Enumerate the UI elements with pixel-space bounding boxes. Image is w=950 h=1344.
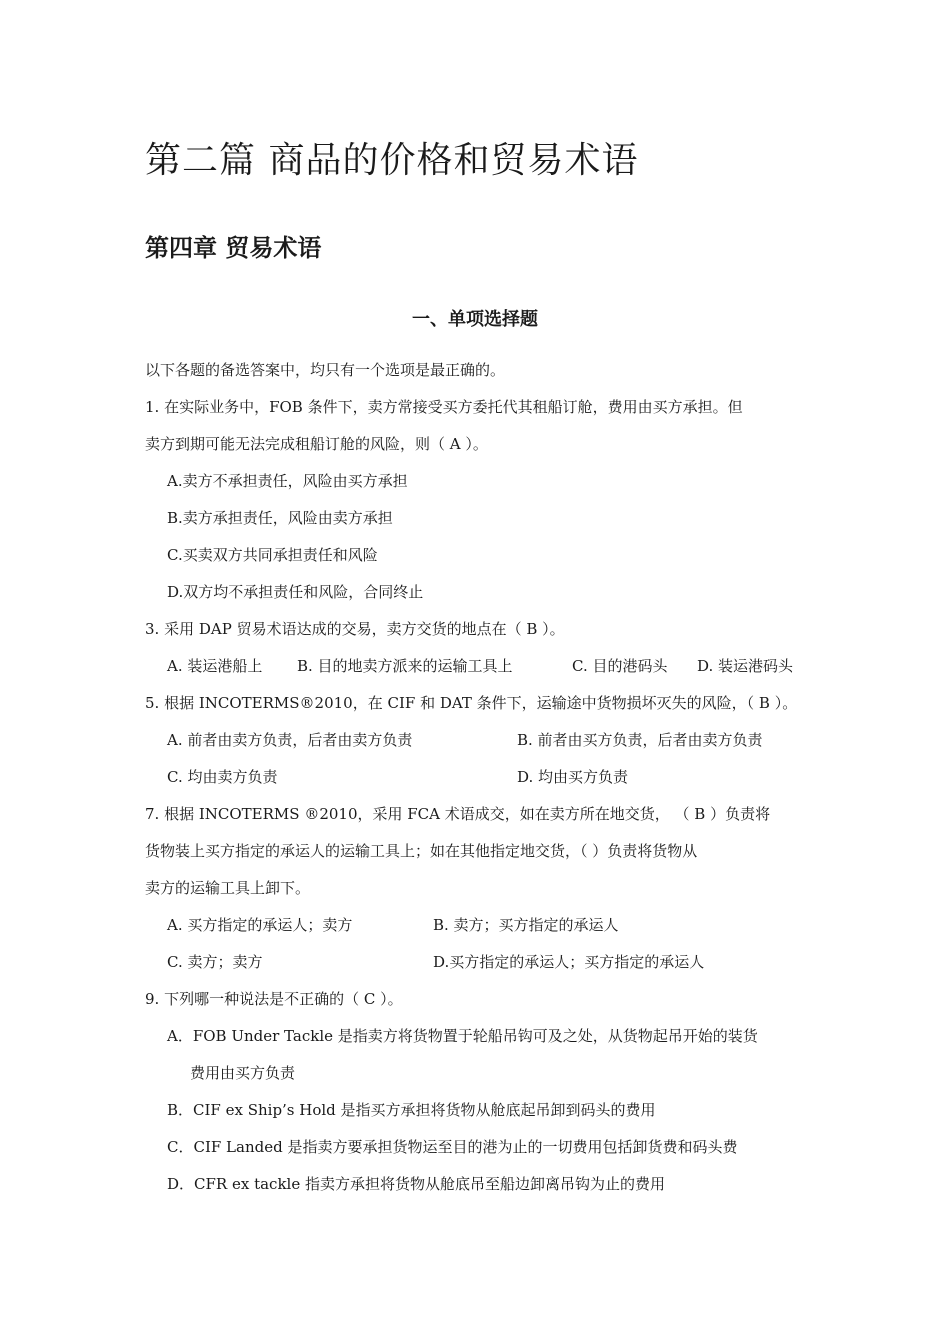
section-title: 一、单项选择题 [412,309,538,330]
question-1-option-a: A.卖方不承担责任，风险由买方承担 [167,472,408,490]
chapter-title: 第四章 贸易术语 [145,234,322,262]
question-5-text: 5. 根据 INCOTERMS®2010，在 CIF 和 DAT 条件下，运输途中货物损坏灭失的风险，（ B ）。 [145,694,798,712]
question-7-option-a: A. 买方指定的承运人；卖方 [167,916,353,934]
question-7-text-cont: 货物装上买方指定的承运人的运输工具上；如在其他指定地交货，（ ）负责将货物从 [145,842,698,860]
question-5-option-d: D. 均由买方负责 [517,768,629,786]
question-5-option-a: A. 前者由卖方负责，后者由卖方负责 [167,731,413,749]
question-9-option-b: B．CIF ex Ship’s Hold 是指买方承担将货物从舱底起吊卸到码头的费用 [167,1101,656,1119]
intro-text: 以下各题的备选答案中，均只有一个选项是最正确的。 [145,361,506,379]
question-9-option-a: A．FOB Under Tackle 是指卖方将货物置于轮船吊钩可及之处，从货物起吊开始的装货 [167,1027,758,1045]
question-1-option-b: B.卖方承担责任，风险由卖方承担 [167,509,393,527]
question-7-options-row-1 [145,912,810,949]
question-3-text: 3. 采用 DAP 贸易术语达成的交易，卖方交货的地点在（ B ）。 [145,620,565,638]
question-3-options [145,653,810,690]
question-7-options-row-2 [145,949,810,986]
question-list [145,357,810,1208]
question-3-option-d: D. 装运港码头 [697,657,794,675]
question-9-text: 9. 下列哪一种说法是不正确的（ C ）。 [145,990,403,1008]
part-title: 第二篇 商品的价格和贸易术语 [145,140,639,181]
question-9-option-d: D．CFR ex tackle 指卖方承担将货物从舱底吊至船边卸离吊钩为止的费用 [167,1175,665,1193]
question-1-text-cont: 卖方到期可能无法完成租船订舱的风险，则（ A ）。 [145,435,488,453]
question-7-option-c: C. 卖方；卖方 [167,953,263,971]
question-1-option-d: D.双方均不承担责任和风险，合同终止 [167,583,424,601]
question-3-option-a: A. 装运港船上 [167,657,263,675]
question-1-option-c: C.买卖双方共同承担责任和风险 [167,546,378,564]
question-5-option-c: C. 均由卖方负责 [167,768,278,786]
question-3-option-b: B. 目的地卖方派来的运输工具上 [297,657,513,675]
question-5-options-row-2 [145,764,810,801]
question-1-text: 1. 在实际业务中，FOB 条件下，卖方常接受买方委托代其租船订舱，费用由买方承担。但 [145,398,743,416]
question-9-option-a-cont: 费用由买方负责 [190,1064,296,1082]
question-7-option-b: B. 卖方；买方指定的承运人 [433,916,619,934]
question-7-option-d: D.买方指定的承运人；买方指定的承运人 [433,953,705,971]
question-7-text: 7. 根据 INCOTERMS ®2010，采用 FCA 术语成交，如在卖方所在地交货， （ B ）负责将 [145,805,771,823]
question-7-text-end: 卖方的运输工具上卸下。 [145,879,311,897]
question-9-option-c: C．CIF Landed 是指卖方要承担货物运至目的港为止的一切费用包括卸货费和码头费 [167,1138,738,1156]
question-5-option-b: B. 前者由买方负责，后者由卖方负责 [517,731,763,749]
question-5-options-row-1 [145,727,810,764]
question-3-option-c: C. 目的港码头 [572,657,668,675]
